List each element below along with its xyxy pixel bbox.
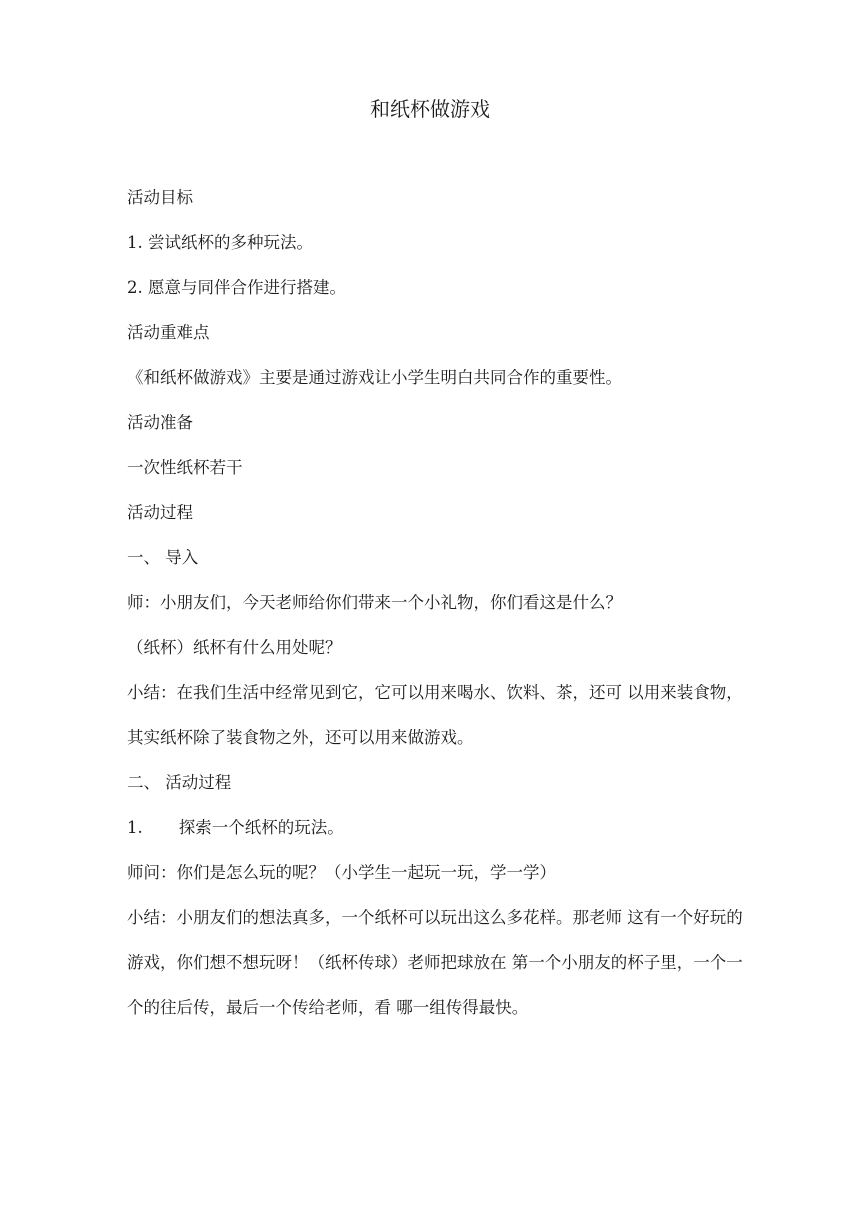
- key-points-text: 《和纸杯做游戏》主要是通过游戏让小学生明白共同合作的重要性。: [127, 368, 622, 387]
- document-title: 和纸杯做游戏: [370, 97, 490, 121]
- section-process-heading: 二、 活动过程: [127, 773, 232, 792]
- teacher-question: 师：小朋友们，今天老师给你们带来一个小礼物，你们看这是什么？: [127, 593, 622, 612]
- goal-item-1: 1. 尝试纸杯的多种玩法。: [127, 233, 313, 252]
- process-item-1: [127, 816, 747, 840]
- process-item-text: 探索一个纸杯的玩法。: [178, 818, 344, 837]
- teacher-ask: 师问：你们是怎么玩的呢？（小学生一起玩一玩，学一学）: [127, 863, 556, 882]
- heading-activity-goals: 活动目标: [127, 188, 193, 207]
- summary-paragraph-1: 小结：在我们生活中经常见到它，它可以用来喝水、饮料、茶，还可 以用来装食物，其实纸杯除了装食物之外，还可以用来做游戏。: [127, 683, 743, 747]
- paper-cup-question: （纸杯）纸杯有什么用处呢？: [127, 638, 342, 657]
- heading-key-points: 活动重难点: [127, 323, 210, 342]
- process-item-number: 1.: [127, 818, 143, 837]
- goal-item-2: 2. 愿意与同伴合作进行搭建。: [127, 278, 346, 297]
- heading-preparation: 活动准备: [127, 413, 193, 432]
- summary-paragraph-2: 小结：小朋友们的想法真多，一个纸杯可以玩出这么多花样。那老师 这有一个好玩的游戏，你们想不想玩呀！（纸杯传球）老师把球放在 第一个小朋友的杯子里，一个一个的往后传，最后一个传给老师，看 哪一组传得最快。: [127, 908, 743, 1017]
- heading-process: 活动过程: [127, 503, 193, 522]
- preparation-text: 一次性纸杯若干: [127, 458, 243, 477]
- section-intro-heading: 一、 导入: [127, 548, 199, 567]
